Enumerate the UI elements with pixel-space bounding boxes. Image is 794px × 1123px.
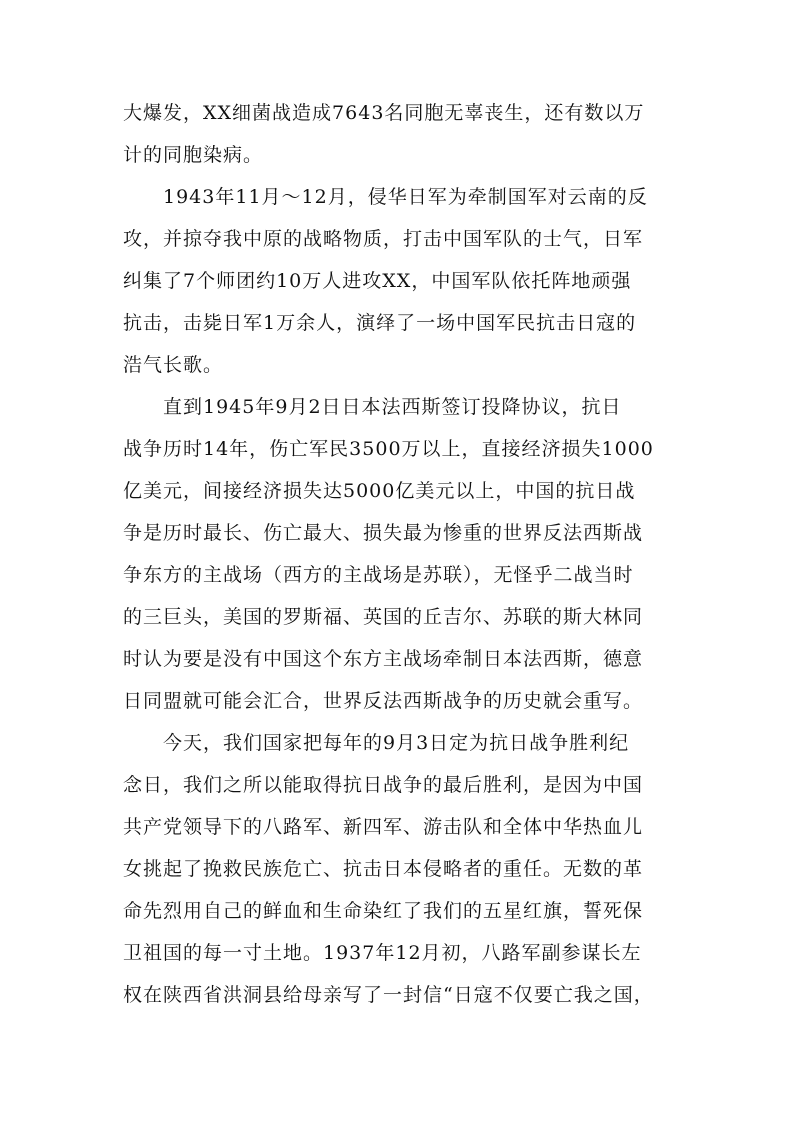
paragraph-start-line: 1943年11月～12月，侵华日军为牵制国军对云南的反 <box>163 186 648 208</box>
text-line: 战争历时14年，伤亡军民3500万以上，直接经济损失1000 <box>123 438 654 460</box>
text-line: 争东方的主战场（西方的主战场是苏联），无怪乎二战当时 <box>123 564 634 586</box>
text-line: 共产党领导下的八路军、新四军、游击队和全体中华热血儿 <box>123 816 644 838</box>
paragraph-start-line: 今天，我们国家把每年的9月3日定为抗日战争胜利纪 <box>163 732 630 754</box>
text-line: 计的同胞染病。 <box>123 144 264 166</box>
text-line: 时认为要是没有中国这个东方主战场牵制日本法西斯，德意 <box>123 648 644 670</box>
text-line: 抗击，击毙日军1万余人，演绎了一场中国军民抗击日寇的 <box>123 312 637 334</box>
body-text <box>123 92 683 1016</box>
text-line: 争是历时最长、伤亡最大、损失最为惨重的世界反法西斯战 <box>123 522 644 544</box>
paragraph-start-line: 直到1945年9月2日日本法西斯签订投降协议，抗日 <box>163 396 622 418</box>
text-line: 女挑起了挽救民族危亡、抗击日本侵略者的重任。无数的革 <box>123 858 644 880</box>
text-line: 攻，并掠夺我中原的战略物质，打击中国军队的士气，日军 <box>123 228 644 250</box>
text-line: 念日，我们之所以能取得抗日战争的最后胜利，是因为中国 <box>123 774 644 796</box>
text-line: 纠集了7个师团约10万人进攻XX，中国军队依托阵地顽强 <box>123 270 632 292</box>
text-line: 卫祖国的每一寸土地。1937年12月初，八路军副参谋长左 <box>123 942 642 964</box>
text-line: 权在陕西省洪洞县给母亲写了一封信“日寇不仅要亡我之国， <box>123 984 654 1006</box>
text-line: 亿美元，间接经济损失达5000亿美元以上，中国的抗日战 <box>123 480 636 502</box>
text-line: 命先烈用自己的鲜血和生命染红了我们的五星红旗，誓死保 <box>123 900 644 922</box>
text-line: 的三巨头，美国的罗斯福、英国的丘吉尔、苏联的斯大林同 <box>123 606 644 628</box>
text-line: 浩气长歌。 <box>123 354 224 376</box>
text-line: 日同盟就可能会汇合，世界反法西斯战争的历史就会重写。 <box>123 690 644 712</box>
text-line: 大爆发，XX细菌战造成7643名同胞无辜丧生，还有数以万 <box>123 102 645 124</box>
